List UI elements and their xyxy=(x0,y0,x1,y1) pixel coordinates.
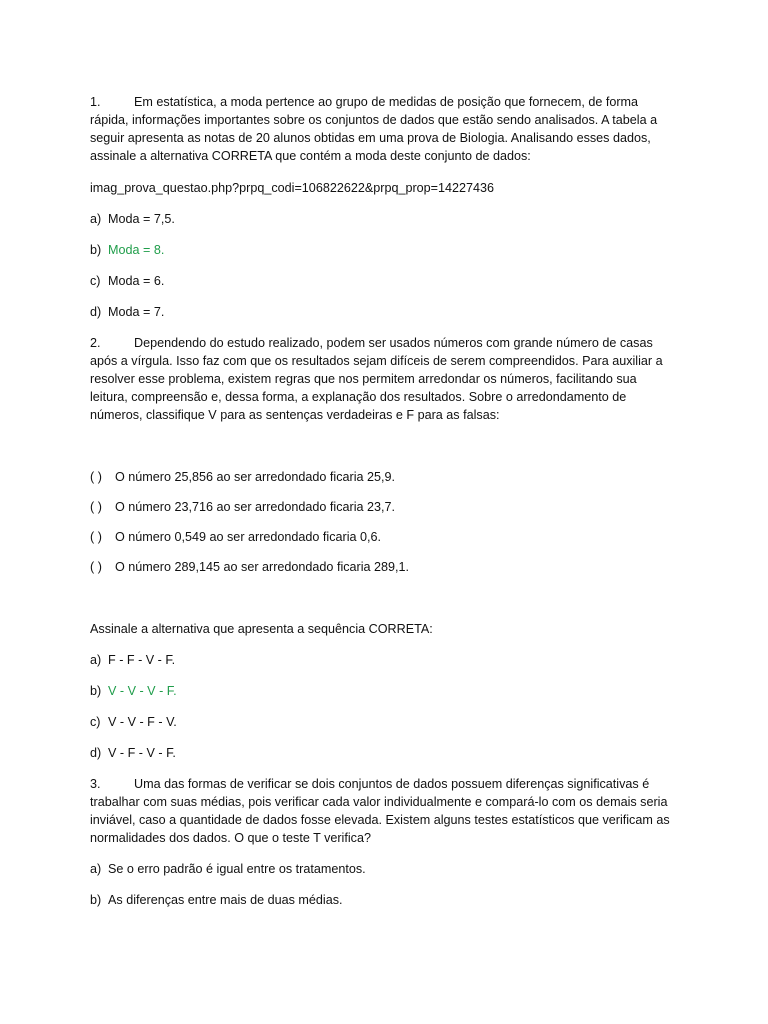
question-1-image-reference: imag_prova_questao.php?prpq_codi=106822622&prpq_prop=14227436 xyxy=(90,181,495,195)
statement-3: ( ) O número 0,549 ao ser arredondado ficaria 0,6. xyxy=(90,530,382,544)
statement-1: ( ) O número 25,856 ao ser arredondado ficaria 25,9. xyxy=(90,470,396,484)
question-1-number: 1. xyxy=(90,95,101,109)
question-2-option-b: b) V - V - V - F. xyxy=(90,684,177,698)
question-1-option-c: c) Moda = 6. xyxy=(90,274,165,288)
question-2-number: 2. xyxy=(90,336,101,350)
correct-answer: V - V - V - F. xyxy=(108,684,177,698)
question-3-number: 3. xyxy=(90,777,101,791)
question-3 xyxy=(90,775,670,909)
statement-4: ( ) O número 289,145 ao ser arredondado ficaria 289,1. xyxy=(90,560,410,574)
question-3-option-a: a) Se o erro padrão é igual entre os tratamentos. xyxy=(90,862,366,876)
question-1-text: 1. Em estatística, a moda pertence ao grupo de medidas de posição que fornecem, de forma rápida, informações importantes sobre os conjuntos de dados que estão sendo analisados. A tabela a seguir apresenta as notas de 20 alunos obtidas em uma prova de Biologia. Analisando esses dados, assinale a alternativa CORRETA que contém a moda deste conjunto de dados: xyxy=(90,95,658,163)
question-2-option-d: d) V - F - V - F. xyxy=(90,746,176,760)
question-1 xyxy=(90,93,670,321)
correct-answer: Moda = 8. xyxy=(108,243,165,257)
document-page xyxy=(90,93,670,909)
question-1-option-b: b) Moda = 8. xyxy=(90,243,165,257)
question-2 xyxy=(90,334,670,762)
statement-2: ( ) O número 23,716 ao ser arredondado ficaria 23,7. xyxy=(90,500,396,514)
question-2-text: 2. Dependendo do estudo realizado, podem ser usados números com grande número de casas após a vírgula. Isso faz com que os resultados sejam difíceis de serem compreendidos. Para auxiliar a resolver esse problema, existem regras que nos permitem arredondar os números, facilitando sua leitura, compreensão e, dessa forma, a explanação dos resultados. Sobre o arredondamento de números, classifique V para as sentenças verdadeiras e F para as falsas: xyxy=(90,336,663,422)
question-2-option-c: c) V - V - F - V. xyxy=(90,715,177,729)
question-3-option-b: b) As diferenças entre mais de duas médias. xyxy=(90,893,343,907)
question-2-prompt: Assinale a alternativa que apresenta a sequência CORRETA: xyxy=(90,622,433,636)
question-2-option-a: a) F - F - V - F. xyxy=(90,653,176,667)
question-1-option-a: a) Moda = 7,5. xyxy=(90,212,175,226)
question-1-option-d: d) Moda = 7. xyxy=(90,305,165,319)
question-3-text: 3. Uma das formas de verificar se dois conjuntos de dados possuem diferenças significativas é trabalhar com suas médias, pois verificar cada valor individualmente e compará-lo com os demais seria inviável, caso a quantidade de dados fosse elevada. Existem alguns testes estatísticos que verificam as normalidades dos dados. O que o teste T verifica? xyxy=(90,777,670,845)
